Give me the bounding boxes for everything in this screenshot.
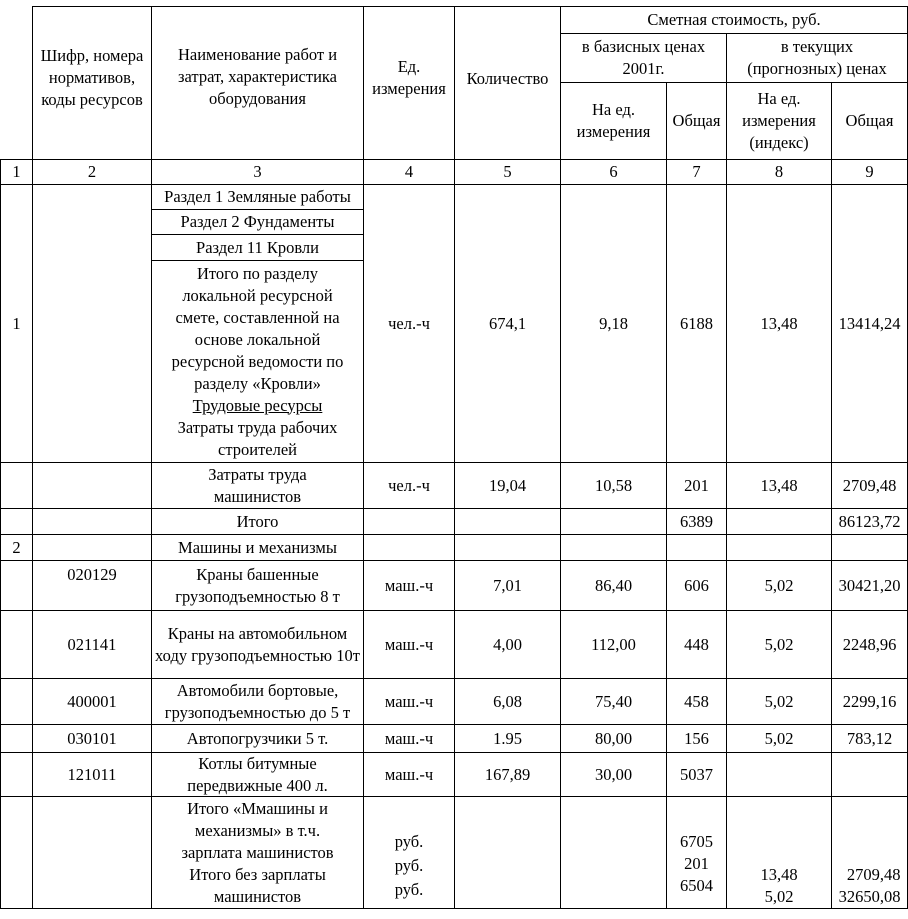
workers-base-total: 6188	[680, 313, 713, 333]
labor-total-label: Итого	[236, 511, 279, 531]
operators-base-total: 201	[684, 475, 709, 495]
header-cipher: Шифр, номера нормативов, коды ресурсов	[40, 46, 144, 109]
header-current-prices: в текущих (прогнозных) ценах	[747, 37, 887, 78]
machine-base-total: 156	[684, 728, 709, 748]
workers-qty: 674,1	[488, 313, 527, 333]
row-number-2: 2	[12, 537, 21, 557]
machines-summary-index	[727, 797, 831, 908]
summary-base-2: 201	[684, 853, 709, 873]
machine-index	[727, 753, 831, 796]
col-number-4: 4	[404, 162, 414, 181]
machine-unit: маш.-ч	[384, 575, 434, 595]
machine-current-total: 2299,16	[842, 691, 897, 711]
workers-name: Затраты труда рабочих строителей	[177, 417, 338, 459]
header-name: Наименование работ и затрат, характеристика оборудования	[177, 45, 338, 108]
machines-summary-total	[832, 797, 907, 908]
summary-name-1: Итого «Ммашины и механизмы» в т.ч.	[187, 798, 328, 840]
machine-base-total: 606	[684, 575, 709, 595]
labor-summary-cell	[152, 261, 363, 462]
machine-base-unit: 30,00	[594, 764, 633, 784]
labor-total-current: 86123,72	[838, 511, 901, 531]
header-base-prices: в базисных ценах 2001г.	[581, 37, 706, 78]
header-unit: Ед. измерения	[372, 57, 446, 98]
machine-base-unit: 112,00	[591, 634, 636, 654]
machine-index: 5,02	[764, 728, 794, 748]
machine-current-total: 30421,20	[838, 575, 901, 595]
machine-base-total: 448	[684, 634, 709, 654]
machine-base-unit: 75,40	[594, 691, 633, 711]
machines-summary-names	[152, 797, 363, 908]
machine-name: Котлы битумные передвижные 400 л.	[187, 753, 328, 795]
header-quantity: Количество	[466, 69, 549, 88]
machine-code: 121011	[67, 764, 117, 784]
operators-qty: 19,04	[488, 475, 527, 495]
machine-index: 5,02	[764, 634, 794, 654]
machine-unit: маш.-ч	[384, 634, 434, 654]
machine-index: 5,02	[764, 575, 794, 595]
machine-base-total: 5037	[680, 764, 713, 784]
machine-name: Краны на автомобильном ходу грузоподъемностью 10т	[155, 623, 360, 665]
machine-code: 021141	[67, 634, 117, 654]
machine-name: Автопогрузчики 5 т.	[186, 728, 329, 748]
summary-name-3: Итого без зарплаты машинистов	[189, 864, 326, 906]
machine-unit: маш.-ч	[384, 728, 434, 748]
col-number-2: 2	[87, 162, 97, 181]
operators-name: Затраты труда машинистов	[208, 464, 307, 506]
section-11-title: Раздел 11 Кровли	[196, 237, 319, 257]
col-number-9: 9	[865, 162, 874, 181]
machine-qty: 1.95	[493, 728, 522, 748]
summary-unit-1: руб.	[394, 831, 424, 851]
machine-qty: 167,89	[484, 764, 531, 784]
machine-current-total: 783,12	[846, 728, 893, 748]
workers-unit: чел.-ч	[388, 313, 430, 333]
machine-code: 030101	[67, 728, 117, 748]
workers-index: 13,48	[760, 313, 798, 333]
machine-qty: 4,00	[493, 634, 522, 654]
operators-base-unit: 10,58	[594, 475, 633, 495]
section-1-title: Раздел 1 Земляные работы	[164, 187, 351, 206]
machine-current-total: 2248,96	[842, 634, 897, 654]
header-base-per-unit: На ед. измерения	[576, 100, 651, 141]
workers-base-unit: 9,18	[599, 313, 628, 333]
machine-qty: 6,08	[493, 691, 522, 711]
col-number-6: 6	[609, 162, 618, 181]
machine-unit: маш.-ч	[384, 764, 434, 784]
header-estimate: Сметная стоимость, руб.	[647, 10, 821, 29]
machine-index: 5,02	[764, 691, 794, 711]
summary-unit-3: руб.	[394, 879, 424, 899]
summary-base-3: 6504	[680, 875, 713, 895]
summary-index-1: 13,48	[760, 864, 798, 884]
machine-qty: 7,01	[493, 575, 522, 595]
machines-summary-base	[667, 797, 726, 908]
labor-summary-text: Итого по разделу локальной ресурсной смете, составленной на основе локальной ресурсной ведомости по разделу «Кровли»	[171, 263, 344, 393]
summary-name-2: зарплата машинистов	[181, 842, 334, 862]
col-number-5: 5	[503, 162, 512, 181]
machine-name: Автомобили бортовые, грузоподъемностью до 5 т	[164, 680, 351, 722]
header-current-per-unit: На ед. измерения (индекс)	[742, 89, 816, 152]
machines-title: Машины и механизмы	[178, 537, 337, 557]
machine-base-unit: 86,40	[594, 575, 633, 595]
summary-total-1: 2709,48	[846, 864, 901, 884]
col-number-8: 8	[774, 162, 784, 181]
row-number-1: 1	[12, 313, 21, 333]
machine-current-total	[832, 753, 907, 796]
machine-code: 400001	[67, 691, 117, 711]
workers-current-total: 13414,24	[838, 313, 901, 333]
summary-index-2: 5,02	[764, 886, 794, 906]
operators-unit: чел.-ч	[388, 475, 430, 495]
machine-base-total: 458	[684, 691, 709, 711]
col-number-3: 3	[253, 162, 262, 181]
machine-base-unit: 80,00	[594, 728, 633, 748]
summary-base-1: 6705	[680, 831, 713, 851]
col-number-1: 1	[12, 162, 21, 181]
header-current-total: Общая	[845, 111, 894, 130]
machine-code: 020129	[67, 565, 117, 584]
col-number-7: 7	[692, 162, 701, 181]
header-base-total: Общая	[672, 111, 721, 130]
machine-name: Краны башенные грузоподъемностью 8 т	[175, 564, 340, 606]
labor-total-base: 6389	[680, 511, 713, 531]
operators-current-total: 2709,48	[842, 475, 897, 495]
machines-summary-units	[364, 797, 454, 908]
labor-resources-label: Трудовые ресурсы	[192, 395, 323, 415]
summary-total-2: 32650,08	[838, 886, 901, 906]
machine-unit: маш.-ч	[384, 691, 434, 711]
section-2-title: Раздел 2 Фундаменты	[180, 212, 335, 231]
operators-index: 13,48	[760, 475, 798, 495]
summary-unit-2: руб.	[394, 855, 424, 875]
